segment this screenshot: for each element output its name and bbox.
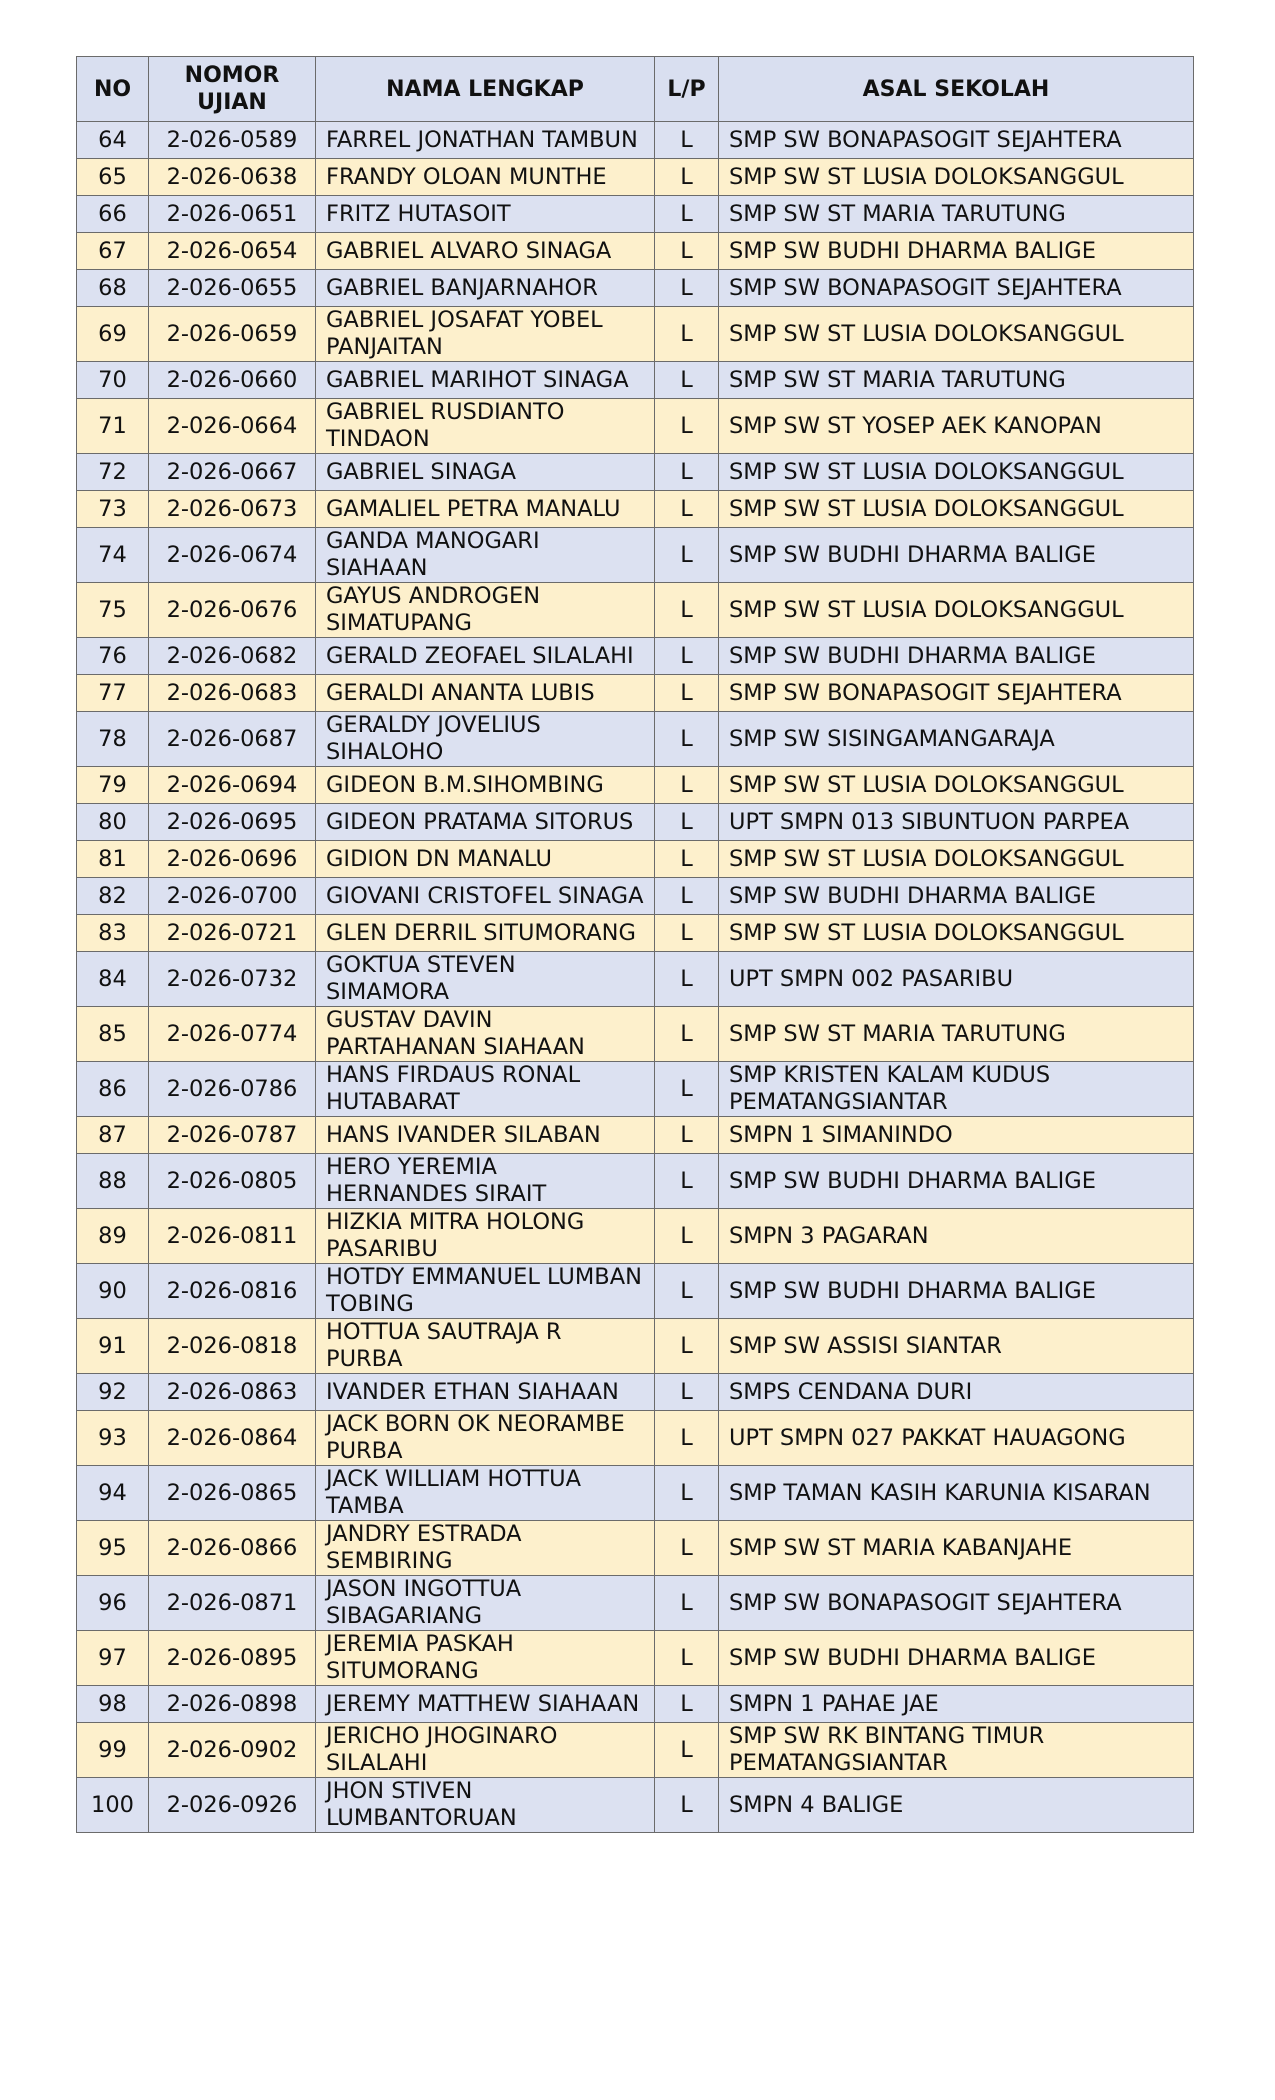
cell-nomor-ujian: 2-026-0589: [149, 122, 316, 159]
cell-no: 94: [77, 1466, 149, 1521]
cell-nomor-ujian: 2-026-0676: [149, 583, 316, 638]
cell-lp: L: [655, 399, 719, 454]
cell-nama-lengkap: GANDA MANOGARI SIAHAAN: [316, 528, 655, 583]
table-row: [77, 1264, 1194, 1319]
cell-no: 99: [77, 1723, 149, 1778]
cell-nama-lengkap: GABRIEL JOSAFAT YOBEL PANJAITAN: [316, 307, 655, 362]
cell-asal-sekolah: UPT SMPN 013 SIBUNTUON PARPEA: [719, 804, 1194, 841]
cell-lp: L: [655, 804, 719, 841]
cell-lp: L: [655, 767, 719, 804]
cell-asal-sekolah: SMP SW ST LUSIA DOLOKSANGGUL: [719, 307, 1194, 362]
cell-no: 66: [77, 196, 149, 233]
cell-no: 98: [77, 1686, 149, 1723]
cell-nomor-ujian: 2-026-0659: [149, 307, 316, 362]
table-row: [77, 159, 1194, 196]
cell-lp: L: [655, 362, 719, 399]
cell-nama-lengkap: JEREMY MATTHEW SIAHAAN: [316, 1686, 655, 1723]
cell-nomor-ujian: 2-026-0902: [149, 1723, 316, 1778]
cell-nama-lengkap: HANS FIRDAUS RONAL HUTABARAT: [316, 1062, 655, 1117]
cell-no: 87: [77, 1117, 149, 1154]
cell-lp: L: [655, 1062, 719, 1117]
cell-nama-lengkap: JACK WILLIAM HOTTUA TAMBA: [316, 1466, 655, 1521]
table-row: [77, 878, 1194, 915]
cell-nomor-ujian: 2-026-0695: [149, 804, 316, 841]
cell-lp: L: [655, 491, 719, 528]
cell-nama-lengkap: GAMALIEL PETRA MANALU: [316, 491, 655, 528]
cell-nomor-ujian: 2-026-0871: [149, 1576, 316, 1631]
cell-nama-lengkap: IVANDER ETHAN SIAHAAN: [316, 1374, 655, 1411]
cell-nomor-ujian: 2-026-0898: [149, 1686, 316, 1723]
cell-nomor-ujian: 2-026-0651: [149, 196, 316, 233]
cell-nama-lengkap: GIOVANI CRISTOFEL SINAGA: [316, 878, 655, 915]
cell-nomor-ujian: 2-026-0732: [149, 952, 316, 1007]
cell-no: 76: [77, 638, 149, 675]
table-row: [77, 638, 1194, 675]
table-row: [77, 1686, 1194, 1723]
cell-lp: L: [655, 1411, 719, 1466]
cell-lp: L: [655, 1778, 719, 1833]
cell-asal-sekolah: SMP SW BONAPASOGIT SEJAHTERA: [719, 122, 1194, 159]
cell-no: 89: [77, 1209, 149, 1264]
table-header-row: [77, 57, 1194, 122]
cell-lp: L: [655, 583, 719, 638]
cell-no: 73: [77, 491, 149, 528]
cell-asal-sekolah: SMP SW ST LUSIA DOLOKSANGGUL: [719, 491, 1194, 528]
cell-asal-sekolah: SMP SW ST MARIA TARUTUNG: [719, 196, 1194, 233]
cell-asal-sekolah: SMP SW BUDHI DHARMA BALIGE: [719, 1154, 1194, 1209]
cell-asal-sekolah: SMPN 3 PAGARAN: [719, 1209, 1194, 1264]
cell-lp: L: [655, 878, 719, 915]
cell-lp: L: [655, 1264, 719, 1319]
table-row: [77, 675, 1194, 712]
cell-asal-sekolah: SMP SW SISINGAMANGARAJA: [719, 712, 1194, 767]
cell-no: 72: [77, 454, 149, 491]
cell-no: 79: [77, 767, 149, 804]
cell-no: 75: [77, 583, 149, 638]
cell-no: 80: [77, 804, 149, 841]
cell-lp: L: [655, 122, 719, 159]
cell-asal-sekolah: SMP SW BUDHI DHARMA BALIGE: [719, 233, 1194, 270]
cell-no: 96: [77, 1576, 149, 1631]
cell-lp: L: [655, 952, 719, 1007]
cell-asal-sekolah: SMP SW BUDHI DHARMA BALIGE: [719, 528, 1194, 583]
cell-lp: L: [655, 1007, 719, 1062]
cell-no: 97: [77, 1631, 149, 1686]
cell-no: 81: [77, 841, 149, 878]
table-row: [77, 454, 1194, 491]
cell-nama-lengkap: GIDION DN MANALU: [316, 841, 655, 878]
table-row: [77, 1319, 1194, 1374]
cell-nomor-ujian: 2-026-0863: [149, 1374, 316, 1411]
cell-no: 90: [77, 1264, 149, 1319]
cell-nomor-ujian: 2-026-0638: [149, 159, 316, 196]
cell-nama-lengkap: GABRIEL ALVARO SINAGA: [316, 233, 655, 270]
table-row: [77, 1466, 1194, 1521]
cell-nama-lengkap: GABRIEL SINAGA: [316, 454, 655, 491]
cell-nomor-ujian: 2-026-0700: [149, 878, 316, 915]
cell-no: 78: [77, 712, 149, 767]
cell-nama-lengkap: FRANDY OLOAN MUNTHE: [316, 159, 655, 196]
table-row: [77, 1062, 1194, 1117]
cell-nama-lengkap: GABRIEL MARIHOT SINAGA: [316, 362, 655, 399]
cell-lp: L: [655, 307, 719, 362]
cell-nama-lengkap: HERO YEREMIA HERNANDES SIRAIT: [316, 1154, 655, 1209]
cell-no: 95: [77, 1521, 149, 1576]
table-row: [77, 1521, 1194, 1576]
cell-nama-lengkap: GERALDY JOVELIUS SIHALOHO: [316, 712, 655, 767]
cell-no: 77: [77, 675, 149, 712]
cell-asal-sekolah: SMP SW ST MARIA KABANJAHE: [719, 1521, 1194, 1576]
cell-nomor-ujian: 2-026-0816: [149, 1264, 316, 1319]
cell-nomor-ujian: 2-026-0683: [149, 675, 316, 712]
table-row: [77, 767, 1194, 804]
cell-lp: L: [655, 1209, 719, 1264]
cell-asal-sekolah: SMPN 1 SIMANINDO: [719, 1117, 1194, 1154]
cell-no: 83: [77, 915, 149, 952]
cell-lp: L: [655, 675, 719, 712]
cell-nomor-ujian: 2-026-0774: [149, 1007, 316, 1062]
cell-nomor-ujian: 2-026-0805: [149, 1154, 316, 1209]
cell-asal-sekolah: SMP SW BUDHI DHARMA BALIGE: [719, 1264, 1194, 1319]
cell-lp: L: [655, 1319, 719, 1374]
cell-no: 82: [77, 878, 149, 915]
table-row: [77, 915, 1194, 952]
cell-nomor-ujian: 2-026-0787: [149, 1117, 316, 1154]
cell-asal-sekolah: SMP SW ST LUSIA DOLOKSANGGUL: [719, 841, 1194, 878]
cell-nomor-ujian: 2-026-0694: [149, 767, 316, 804]
cell-asal-sekolah: SMP SW BONAPASOGIT SEJAHTERA: [719, 675, 1194, 712]
cell-nama-lengkap: GIDEON B.M.SIHOMBING: [316, 767, 655, 804]
cell-nama-lengkap: HANS IVANDER SILABAN: [316, 1117, 655, 1154]
cell-asal-sekolah: SMPN 4 BALIGE: [719, 1778, 1194, 1833]
cell-asal-sekolah: SMP SW BUDHI DHARMA BALIGE: [719, 638, 1194, 675]
cell-lp: L: [655, 1521, 719, 1576]
table-row: [77, 307, 1194, 362]
cell-asal-sekolah: UPT SMPN 002 PASARIBU: [719, 952, 1194, 1007]
cell-no: 74: [77, 528, 149, 583]
cell-lp: L: [655, 159, 719, 196]
cell-no: 71: [77, 399, 149, 454]
cell-asal-sekolah: SMP SW ST LUSIA DOLOKSANGGUL: [719, 159, 1194, 196]
cell-no: 65: [77, 159, 149, 196]
table-row: [77, 1631, 1194, 1686]
header-asal-sekolah: ASAL SEKOLAH: [719, 57, 1194, 122]
cell-lp: L: [655, 1466, 719, 1521]
cell-nama-lengkap: GIDEON PRATAMA SITORUS: [316, 804, 655, 841]
cell-asal-sekolah: SMP SW ST MARIA TARUTUNG: [719, 1007, 1194, 1062]
cell-nomor-ujian: 2-026-0673: [149, 491, 316, 528]
table-row: [77, 841, 1194, 878]
table-row: [77, 1576, 1194, 1631]
cell-lp: L: [655, 841, 719, 878]
cell-no: 70: [77, 362, 149, 399]
cell-nomor-ujian: 2-026-0818: [149, 1319, 316, 1374]
cell-no: 69: [77, 307, 149, 362]
participant-table: [76, 56, 1194, 1833]
table-row: [77, 1778, 1194, 1833]
cell-lp: L: [655, 1374, 719, 1411]
table-row: [77, 1723, 1194, 1778]
cell-asal-sekolah: SMP SW ST LUSIA DOLOKSANGGUL: [719, 583, 1194, 638]
cell-nama-lengkap: GUSTAV DAVIN PARTAHANAN SIAHAAN: [316, 1007, 655, 1062]
cell-no: 68: [77, 270, 149, 307]
table-row: [77, 1411, 1194, 1466]
cell-nomor-ujian: 2-026-0895: [149, 1631, 316, 1686]
cell-lp: L: [655, 915, 719, 952]
table-row: [77, 1117, 1194, 1154]
table-row: [77, 122, 1194, 159]
cell-asal-sekolah: SMP SW ST MARIA TARUTUNG: [719, 362, 1194, 399]
cell-nomor-ujian: 2-026-0687: [149, 712, 316, 767]
cell-no: 91: [77, 1319, 149, 1374]
cell-nomor-ujian: 2-026-0654: [149, 233, 316, 270]
cell-nomor-ujian: 2-026-0660: [149, 362, 316, 399]
table-row: [77, 399, 1194, 454]
cell-nama-lengkap: HOTTUA SAUTRAJA R PURBA: [316, 1319, 655, 1374]
cell-nomor-ujian: 2-026-0674: [149, 528, 316, 583]
cell-no: 88: [77, 1154, 149, 1209]
cell-nomor-ujian: 2-026-0866: [149, 1521, 316, 1576]
cell-asal-sekolah: SMP SW ST LUSIA DOLOKSANGGUL: [719, 915, 1194, 952]
header-no: NO: [77, 57, 149, 122]
cell-nomor-ujian: 2-026-0926: [149, 1778, 316, 1833]
cell-asal-sekolah: SMP KRISTEN KALAM KUDUS PEMATANGSIANTAR: [719, 1062, 1194, 1117]
cell-lp: L: [655, 1117, 719, 1154]
cell-lp: L: [655, 712, 719, 767]
cell-nomor-ujian: 2-026-0786: [149, 1062, 316, 1117]
cell-asal-sekolah: SMP SW BUDHI DHARMA BALIGE: [719, 878, 1194, 915]
table-row: [77, 233, 1194, 270]
cell-asal-sekolah: SMPN 1 PAHAE JAE: [719, 1686, 1194, 1723]
cell-nama-lengkap: GERALDI ANANTA LUBIS: [316, 675, 655, 712]
cell-asal-sekolah: UPT SMPN 027 PAKKAT HAUAGONG: [719, 1411, 1194, 1466]
cell-nomor-ujian: 2-026-0721: [149, 915, 316, 952]
cell-asal-sekolah: SMP SW ST LUSIA DOLOKSANGGUL: [719, 454, 1194, 491]
cell-nama-lengkap: JACK BORN OK NEORAMBE PURBA: [316, 1411, 655, 1466]
cell-no: 67: [77, 233, 149, 270]
table-row: [77, 528, 1194, 583]
cell-asal-sekolah: SMP SW BONAPASOGIT SEJAHTERA: [719, 1576, 1194, 1631]
cell-nama-lengkap: GABRIEL RUSDIANTO TINDAON: [316, 399, 655, 454]
table-row: [77, 1154, 1194, 1209]
cell-nama-lengkap: HOTDY EMMANUEL LUMBAN TOBING: [316, 1264, 655, 1319]
cell-asal-sekolah: SMP SW BONAPASOGIT SEJAHTERA: [719, 270, 1194, 307]
table-row: [77, 362, 1194, 399]
table-row: [77, 583, 1194, 638]
cell-lp: L: [655, 1686, 719, 1723]
table-row: [77, 712, 1194, 767]
cell-nama-lengkap: JHON STIVEN LUMBANTORUAN: [316, 1778, 655, 1833]
cell-nama-lengkap: JEREMIA PASKAH SITUMORANG: [316, 1631, 655, 1686]
cell-no: 92: [77, 1374, 149, 1411]
cell-lp: L: [655, 270, 719, 307]
cell-no: 86: [77, 1062, 149, 1117]
cell-asal-sekolah: SMPS CENDANA DURI: [719, 1374, 1194, 1411]
table-row: [77, 1007, 1194, 1062]
cell-asal-sekolah: SMP SW ST LUSIA DOLOKSANGGUL: [719, 767, 1194, 804]
cell-asal-sekolah: SMP SW ST YOSEP AEK KANOPAN: [719, 399, 1194, 454]
cell-asal-sekolah: SMP SW ASSISI SIANTAR: [719, 1319, 1194, 1374]
cell-nama-lengkap: GERALD ZEOFAEL SILALAHI: [316, 638, 655, 675]
cell-no: 85: [77, 1007, 149, 1062]
cell-nama-lengkap: GLEN DERRIL SITUMORANG: [316, 915, 655, 952]
cell-nomor-ujian: 2-026-0864: [149, 1411, 316, 1466]
cell-lp: L: [655, 528, 719, 583]
document-page: [76, 56, 1193, 1833]
table-row: [77, 491, 1194, 528]
cell-lp: L: [655, 1576, 719, 1631]
cell-nama-lengkap: GABRIEL BANJARNAHOR: [316, 270, 655, 307]
cell-nomor-ujian: 2-026-0811: [149, 1209, 316, 1264]
cell-lp: L: [655, 1723, 719, 1778]
table-row: [77, 1209, 1194, 1264]
cell-no: 93: [77, 1411, 149, 1466]
cell-lp: L: [655, 1154, 719, 1209]
cell-nama-lengkap: FRITZ HUTASOIT: [316, 196, 655, 233]
cell-no: 100: [77, 1778, 149, 1833]
cell-nomor-ujian: 2-026-0865: [149, 1466, 316, 1521]
cell-asal-sekolah: SMP SW RK BINTANG TIMUR PEMATANGSIANTAR: [719, 1723, 1194, 1778]
cell-lp: L: [655, 196, 719, 233]
cell-nomor-ujian: 2-026-0682: [149, 638, 316, 675]
header-nama-lengkap: NAMA LENGKAP: [316, 57, 655, 122]
cell-lp: L: [655, 638, 719, 675]
table-row: [77, 952, 1194, 1007]
table-row: [77, 270, 1194, 307]
cell-nomor-ujian: 2-026-0655: [149, 270, 316, 307]
cell-asal-sekolah: SMP TAMAN KASIH KARUNIA KISARAN: [719, 1466, 1194, 1521]
cell-lp: L: [655, 1631, 719, 1686]
table-row: [77, 1374, 1194, 1411]
cell-nama-lengkap: HIZKIA MITRA HOLONG PASARIBU: [316, 1209, 655, 1264]
cell-nama-lengkap: GAYUS ANDROGEN SIMATUPANG: [316, 583, 655, 638]
table-row: [77, 196, 1194, 233]
cell-lp: L: [655, 454, 719, 491]
cell-nama-lengkap: GOKTUA STEVEN SIMAMORA: [316, 952, 655, 1007]
header-nomor-ujian: NOMOR UJIAN: [149, 57, 316, 122]
cell-nama-lengkap: JASON INGOTTUA SIBAGARIANG: [316, 1576, 655, 1631]
cell-lp: L: [655, 233, 719, 270]
cell-nomor-ujian: 2-026-0664: [149, 399, 316, 454]
cell-nama-lengkap: JANDRY ESTRADA SEMBIRING: [316, 1521, 655, 1576]
header-lp: L/P: [655, 57, 719, 122]
cell-nama-lengkap: JERICHO JHOGINARO SILALAHI: [316, 1723, 655, 1778]
table-row: [77, 804, 1194, 841]
cell-nomor-ujian: 2-026-0696: [149, 841, 316, 878]
cell-no: 84: [77, 952, 149, 1007]
cell-nama-lengkap: FARREL JONATHAN TAMBUN: [316, 122, 655, 159]
cell-nomor-ujian: 2-026-0667: [149, 454, 316, 491]
cell-asal-sekolah: SMP SW BUDHI DHARMA BALIGE: [719, 1631, 1194, 1686]
cell-no: 64: [77, 122, 149, 159]
